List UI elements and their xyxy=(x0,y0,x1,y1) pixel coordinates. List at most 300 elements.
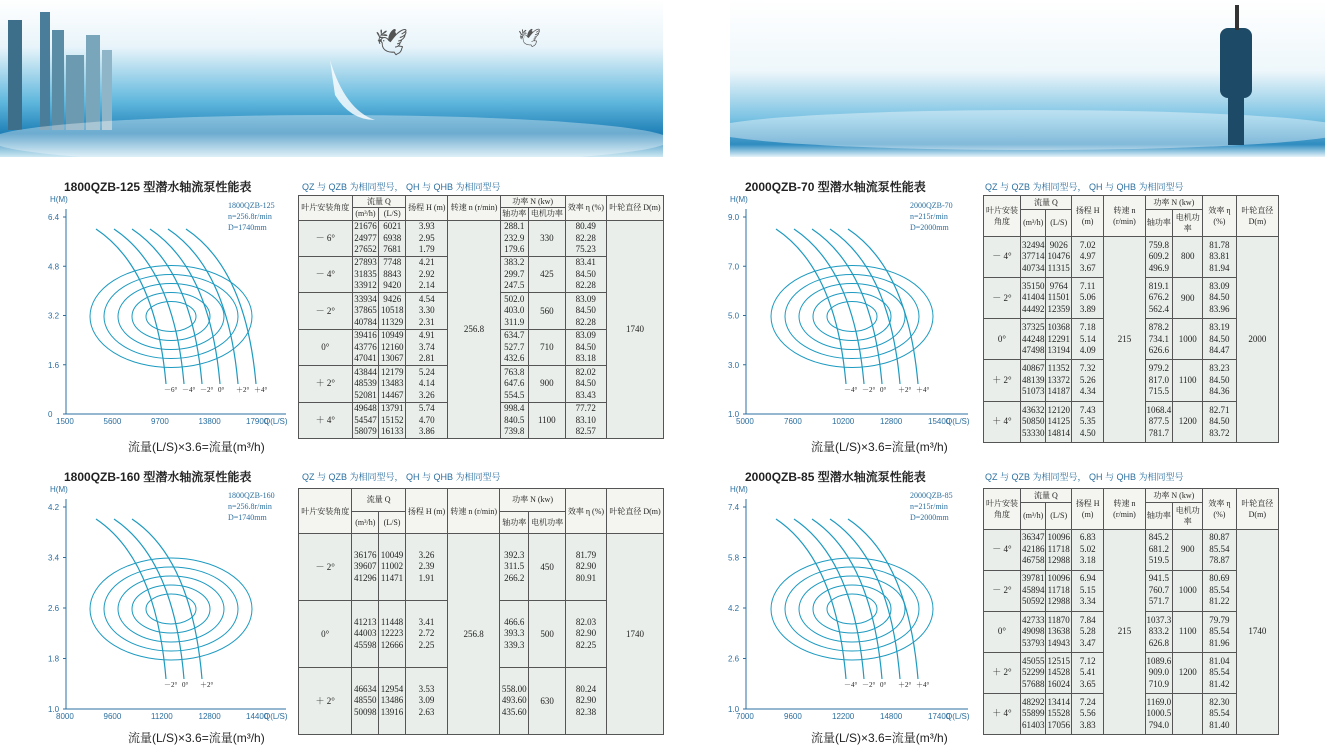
col-flow: 流量 Q xyxy=(352,489,405,512)
value: 3.09 xyxy=(418,695,435,706)
value: 51073 xyxy=(1021,386,1045,397)
value: 39607 xyxy=(354,561,377,572)
value: 3.89 xyxy=(1079,303,1096,314)
value: 519.5 xyxy=(1148,555,1169,566)
col-speed: 转速 n (r/min) xyxy=(448,489,500,534)
value: 82.90 xyxy=(575,561,597,572)
value: 82.57 xyxy=(575,426,596,437)
value: 13638 xyxy=(1047,626,1070,636)
value: 11501 xyxy=(1047,292,1070,303)
value: 27893 xyxy=(354,257,377,268)
value: 14528 xyxy=(1047,667,1070,678)
value: 11471 xyxy=(380,572,404,583)
m3h-cell xyxy=(352,668,379,735)
ls-cell xyxy=(1046,277,1072,318)
value: 7.84 xyxy=(1079,614,1096,625)
value: 42186 xyxy=(1021,543,1045,554)
value: 32494 xyxy=(1021,239,1045,250)
value: 2.25 xyxy=(418,639,435,650)
banner-city-sea xyxy=(0,0,663,157)
col-motor-power: 电机功率 xyxy=(1173,209,1203,236)
value: 13791 xyxy=(380,403,404,414)
col-diameter: 叶轮直径 D(m) xyxy=(1236,489,1278,530)
efficiency-contour xyxy=(90,558,252,660)
blade-angle-label: ＋2° xyxy=(200,681,214,689)
x-tick-label: 1500 xyxy=(56,417,74,426)
y-tick-label: 3.4 xyxy=(48,553,60,563)
value: 4.70 xyxy=(418,414,435,425)
motor-cell: 630 xyxy=(529,668,566,735)
value: 35150 xyxy=(1021,280,1045,291)
curve-lines xyxy=(90,519,252,689)
value: 47498 xyxy=(1021,345,1045,356)
value: 3.30 xyxy=(418,305,435,316)
value: 496.9 xyxy=(1148,262,1169,273)
table-row xyxy=(299,220,664,256)
x-tick-label: 7000 xyxy=(736,712,754,721)
eff-cell xyxy=(1203,693,1236,734)
x-tick-label: 17900 xyxy=(246,417,269,426)
x-tick-label: 9700 xyxy=(151,417,169,426)
value: 44003 xyxy=(354,628,377,639)
value: 82.90 xyxy=(575,695,597,706)
col-speed: 转速 n (r/min) xyxy=(1104,489,1145,530)
motor-cell: 330 xyxy=(528,220,565,256)
value: 609.2 xyxy=(1148,251,1169,262)
value: 8843 xyxy=(383,268,402,279)
value: 75.23 xyxy=(575,244,596,255)
value: 4.34 xyxy=(1079,386,1096,397)
value: 2.92 xyxy=(418,268,435,279)
performance-table xyxy=(983,488,1279,735)
value: 12988 xyxy=(1047,555,1070,566)
m3h-cell xyxy=(352,366,379,402)
blade-angle-label: ＋2° xyxy=(898,681,912,689)
value: 403.0 xyxy=(504,305,525,316)
col-eff: 效率 η (%) xyxy=(1203,489,1236,530)
value: 12179 xyxy=(380,366,404,377)
value: 41296 xyxy=(354,572,377,583)
h-cell xyxy=(1071,693,1104,734)
m3h-cell xyxy=(1020,401,1046,442)
value: 878.2 xyxy=(1148,322,1169,333)
blade-angle-curve xyxy=(114,229,184,384)
eff-cell xyxy=(1203,360,1236,401)
col-flow-ls: (L/S) xyxy=(1046,209,1072,236)
h-cell xyxy=(1071,570,1104,611)
col-flow-ls: (L/S) xyxy=(1046,502,1072,529)
value: 819.1 xyxy=(1148,280,1169,291)
value: 40734 xyxy=(1021,262,1045,273)
col-angle: 叶片安装角度 xyxy=(984,196,1021,237)
value: 83.72 xyxy=(1209,427,1230,438)
angle-cell: － 2° xyxy=(984,277,1021,318)
value: 44248 xyxy=(1021,333,1045,344)
value: 817.0 xyxy=(1148,374,1169,385)
value: 21676 xyxy=(354,221,377,232)
shaft-cell xyxy=(500,220,528,256)
y-axis-label: H(M) xyxy=(730,485,748,494)
value: 80.69 xyxy=(1209,573,1230,584)
value: 760.7 xyxy=(1148,584,1169,595)
m3h-cell xyxy=(1020,236,1046,277)
value: 10949 xyxy=(380,330,404,341)
performance-table xyxy=(298,488,664,735)
value: 37325 xyxy=(1021,322,1045,333)
blade-angle-label: －2° xyxy=(862,386,876,394)
value: 80.87 xyxy=(1209,532,1230,543)
diameter-cell: 1740 xyxy=(607,534,664,735)
ls-cell xyxy=(1046,693,1072,734)
shaft-cell xyxy=(1145,652,1173,693)
x-tick-label: 11200 xyxy=(151,712,173,721)
blade-angle-label: －4° xyxy=(844,681,858,689)
value: 2.31 xyxy=(418,316,435,327)
y-tick-label: 1.6 xyxy=(48,360,60,370)
value: 13067 xyxy=(380,353,404,364)
shaft-cell xyxy=(500,402,528,438)
col-power: 功率 N (kw) xyxy=(1145,489,1203,503)
x-tick-label: 5600 xyxy=(103,417,122,426)
value: 31835 xyxy=(354,268,377,279)
blade-angle-curve xyxy=(830,519,900,679)
value: 82.90 xyxy=(575,628,597,639)
conversion-formula: 流量(L/S)×3.6=流量(m³/h) xyxy=(811,440,948,454)
value: 85.54 xyxy=(1209,543,1230,554)
value: 84.50 xyxy=(575,268,596,279)
value: 43844 xyxy=(354,366,377,377)
value: 42733 xyxy=(1021,614,1045,625)
value: 979.2 xyxy=(1148,363,1169,374)
value: 81.96 xyxy=(1209,637,1230,648)
motor-cell: 900 xyxy=(528,366,565,402)
angle-cell: － 4° xyxy=(299,256,353,292)
m3h-cell xyxy=(352,329,379,365)
angle-cell: － 4° xyxy=(984,529,1021,570)
m3h-cell xyxy=(352,220,379,256)
value: 45598 xyxy=(354,639,377,650)
value: 2.63 xyxy=(418,706,435,717)
angle-cell: 0° xyxy=(984,611,1021,652)
value: 84.36 xyxy=(1209,386,1230,397)
value: 3.53 xyxy=(418,683,435,694)
speed-cell: 256.8 xyxy=(448,220,500,438)
value: 17056 xyxy=(1047,719,1070,730)
y-tick-label: 4.2 xyxy=(48,503,60,512)
value: 80.24 xyxy=(575,683,597,694)
value: 311.9 xyxy=(504,316,525,327)
y-tick-label: 6.4 xyxy=(48,213,60,222)
eff-cell xyxy=(565,366,606,402)
value: 12120 xyxy=(1047,404,1070,415)
x-tick-label: 7600 xyxy=(784,417,802,426)
eff-cell xyxy=(565,668,606,735)
value: 15152 xyxy=(380,414,404,425)
value: 13372 xyxy=(1047,374,1070,385)
performance-curve-chart xyxy=(720,480,982,735)
motor-cell: 425 xyxy=(528,256,565,292)
value: 2.39 xyxy=(418,561,435,572)
value: 83.10 xyxy=(575,414,596,425)
value: 4.97 xyxy=(1079,251,1096,262)
value: 845.2 xyxy=(1148,532,1169,543)
h-cell xyxy=(1071,529,1104,570)
shaft-cell xyxy=(1145,529,1173,570)
value: 85.54 xyxy=(1209,708,1230,719)
conversion-formula: 流量(L/S)×3.6=流量(m³/h) xyxy=(128,440,265,454)
value: 3.26 xyxy=(418,389,435,400)
svg-text:1800QZB-125: 1800QZB-125 xyxy=(228,201,275,210)
shaft-cell xyxy=(1145,360,1173,401)
h-cell xyxy=(406,293,448,329)
value: 82.25 xyxy=(575,639,597,650)
value: 10518 xyxy=(380,305,404,316)
motor-cell: 1000 xyxy=(1173,319,1203,360)
value: 52299 xyxy=(1021,667,1045,678)
m3h-cell xyxy=(1020,652,1046,693)
motor-cell: 1100 xyxy=(1173,360,1203,401)
x-tick-label: 17400 xyxy=(928,712,951,721)
col-flow: 流量 Q xyxy=(352,196,406,208)
m3h-cell xyxy=(352,402,379,438)
blade-angle-label: 0° xyxy=(880,386,887,394)
value: 877.5 xyxy=(1148,416,1169,427)
h-cell xyxy=(406,329,448,365)
submersible-pump-image xyxy=(730,0,1325,157)
blade-angle-label: 0° xyxy=(218,386,225,394)
value: 10476 xyxy=(1047,251,1070,262)
value: 502.0 xyxy=(504,293,525,304)
value: 10368 xyxy=(1047,322,1070,333)
value: 232.9 xyxy=(504,232,525,243)
value: 11718 xyxy=(1047,543,1070,554)
value: 82.02 xyxy=(575,366,596,377)
value: 840.5 xyxy=(504,414,525,425)
angle-cell: － 4° xyxy=(984,236,1021,277)
col-flow-ls: (L/S) xyxy=(379,511,406,534)
value: 7.43 xyxy=(1079,404,1096,415)
y-tick-label: 9.0 xyxy=(728,213,740,222)
value: 5.74 xyxy=(418,403,435,414)
eff-cell xyxy=(1203,277,1236,318)
diameter-cell: 1740 xyxy=(1236,529,1278,734)
y-tick-label: 5.0 xyxy=(728,311,740,321)
x-tick-label: 9600 xyxy=(784,712,802,721)
value: 82.38 xyxy=(575,706,597,717)
ls-cell xyxy=(1046,529,1072,570)
eff-cell xyxy=(1203,611,1236,652)
x-axis-label: Q(L/S) xyxy=(946,712,970,721)
shaft-cell xyxy=(500,329,528,365)
value: 11329 xyxy=(381,316,404,327)
h-cell xyxy=(405,601,447,668)
value: 12223 xyxy=(380,628,404,639)
value: 11718 xyxy=(1047,584,1070,595)
value: 40784 xyxy=(354,316,377,327)
shaft-cell xyxy=(500,366,528,402)
svg-text:1800QZB-160: 1800QZB-160 xyxy=(228,491,275,500)
col-shaft-power: 轴功率 xyxy=(1145,502,1173,529)
blade-angle-label: －2° xyxy=(862,681,876,689)
shaft-cell xyxy=(500,668,529,735)
angle-cell: 0° xyxy=(299,329,353,365)
col-angle: 叶片安装角度 xyxy=(299,196,353,221)
value: 6.83 xyxy=(1079,532,1096,543)
value: 48292 xyxy=(1021,696,1045,707)
eff-cell xyxy=(1203,401,1236,442)
table-row xyxy=(299,534,664,601)
y-tick-label: 3.2 xyxy=(48,311,60,321)
angle-cell: ＋ 4° xyxy=(984,401,1021,442)
x-axis-label: Q(L/S) xyxy=(946,417,970,426)
shaft-cell xyxy=(1145,570,1173,611)
value: 84.50 xyxy=(1209,292,1230,303)
m3h-cell xyxy=(1020,693,1046,734)
value: 3.26 xyxy=(418,549,435,560)
col-shaft-power: 轴功率 xyxy=(1145,209,1173,236)
value: 82.28 xyxy=(575,316,596,327)
col-diameter: 叶轮直径 D(m) xyxy=(606,196,663,221)
col-flow-ls: (L/S) xyxy=(379,208,406,220)
value: 16024 xyxy=(1047,678,1070,689)
y-axis-label: H(M) xyxy=(50,485,68,494)
shaft-cell xyxy=(1145,319,1173,360)
blade-angle-label: ＋2° xyxy=(236,386,250,394)
value: 4.50 xyxy=(1079,427,1096,438)
value: 626.6 xyxy=(1148,345,1169,356)
value: 12666 xyxy=(380,639,404,650)
value: 12954 xyxy=(380,683,404,694)
m3h-cell xyxy=(1020,529,1046,570)
motor-cell: 900 xyxy=(1173,529,1203,570)
angle-cell: ＋ 2° xyxy=(299,668,352,735)
shaft-cell xyxy=(500,256,528,292)
value: 41213 xyxy=(354,616,377,627)
value: 5.15 xyxy=(1079,584,1096,595)
performance-curve-chart xyxy=(40,190,300,440)
panel-title: 1800QZB-160 型潜水轴流泵性能表 xyxy=(64,470,252,484)
angle-cell: 0° xyxy=(984,319,1021,360)
speed-cell: 215 xyxy=(1104,529,1145,734)
value: 48550 xyxy=(354,695,377,706)
value: 47041 xyxy=(354,353,377,364)
value: 4.91 xyxy=(418,330,435,341)
h-cell xyxy=(406,402,448,438)
y-axis-label: H(M) xyxy=(50,195,68,204)
value: 9426 xyxy=(383,293,402,304)
conversion-formula: 流量(L/S)×3.6=流量(m³/h) xyxy=(811,731,948,745)
value: 83.19 xyxy=(1209,322,1230,333)
value: 7.12 xyxy=(1079,655,1096,666)
h-cell xyxy=(1071,360,1104,401)
value: 53330 xyxy=(1021,427,1045,438)
performance-table xyxy=(983,195,1279,443)
shaft-cell xyxy=(1145,401,1173,442)
model-spec-box xyxy=(910,491,953,522)
value: 10049 xyxy=(380,549,404,560)
shaft-cell xyxy=(1145,277,1173,318)
value: 33934 xyxy=(354,293,377,304)
value: 562.4 xyxy=(1148,303,1169,314)
h-cell xyxy=(1071,236,1104,277)
col-power: 功率 N (kw) xyxy=(500,489,566,512)
blade-angle-curve xyxy=(848,519,918,679)
blade-angle-label: －2° xyxy=(200,386,214,394)
col-motor-power: 电机功率 xyxy=(528,208,565,220)
y-tick-label: 4.2 xyxy=(728,604,740,613)
value: 80.91 xyxy=(575,572,597,583)
value: 3.93 xyxy=(418,221,435,232)
x-tick-label: 15400 xyxy=(928,417,951,426)
value: 4.54 xyxy=(418,293,435,304)
h-cell xyxy=(406,366,448,402)
curve-lines xyxy=(771,519,933,689)
value: 1000.5 xyxy=(1146,708,1172,719)
col-shaft-power: 轴功率 xyxy=(500,208,528,220)
col-flow-m3h: (m³/h) xyxy=(352,511,379,534)
value: 9764 xyxy=(1049,280,1068,291)
shaft-cell xyxy=(1145,611,1173,652)
value: 7.18 xyxy=(1079,322,1096,333)
h-cell xyxy=(1071,652,1104,693)
h-cell xyxy=(1071,401,1104,442)
value: 681.2 xyxy=(1148,543,1169,554)
blade-angle-curve xyxy=(150,229,220,384)
value: 435.60 xyxy=(501,706,527,717)
x-tick-label: 10200 xyxy=(832,417,855,426)
value: 41404 xyxy=(1021,292,1045,303)
value: 80.49 xyxy=(575,221,596,232)
motor-cell: 1200 xyxy=(1173,652,1203,693)
value: 27652 xyxy=(354,244,377,255)
value: 54547 xyxy=(354,414,377,425)
value: 39781 xyxy=(1021,573,1045,584)
col-flow-m3h: (m³/h) xyxy=(352,208,379,220)
angle-cell: 0° xyxy=(299,601,352,668)
y-tick-label: 7.4 xyxy=(728,503,740,512)
value: 715.5 xyxy=(1148,386,1169,397)
value: 13483 xyxy=(380,378,404,389)
value: 647.6 xyxy=(504,378,525,389)
value: 33912 xyxy=(354,280,377,291)
svg-text:D=2000mm: D=2000mm xyxy=(910,513,949,522)
value: 12515 xyxy=(1047,655,1070,666)
value: 81.78 xyxy=(1209,239,1230,250)
col-eff: 效率 η (%) xyxy=(565,489,606,534)
value: 571.7 xyxy=(1148,596,1169,607)
value: 83.09 xyxy=(1209,280,1230,291)
value: 466.6 xyxy=(504,616,525,627)
value: 50850 xyxy=(1021,416,1045,427)
value: 710.9 xyxy=(1148,678,1169,689)
value: 46634 xyxy=(354,683,377,694)
value: 46758 xyxy=(1021,555,1045,566)
performance-table xyxy=(298,195,664,439)
value: 13486 xyxy=(380,695,404,706)
value: 16133 xyxy=(380,426,404,437)
shaft-cell xyxy=(500,534,529,601)
value: 12160 xyxy=(380,341,404,352)
ls-cell xyxy=(379,366,406,402)
value: 7.32 xyxy=(1079,363,1096,374)
value: 759.8 xyxy=(1148,239,1169,250)
shaft-cell xyxy=(1145,693,1173,734)
eff-cell xyxy=(565,534,606,601)
motor-cell: 1100 xyxy=(528,402,565,438)
svg-text:2000QZB-85: 2000QZB-85 xyxy=(910,491,953,500)
value: 10096 xyxy=(1047,573,1070,584)
performance-curve-chart xyxy=(40,480,300,735)
